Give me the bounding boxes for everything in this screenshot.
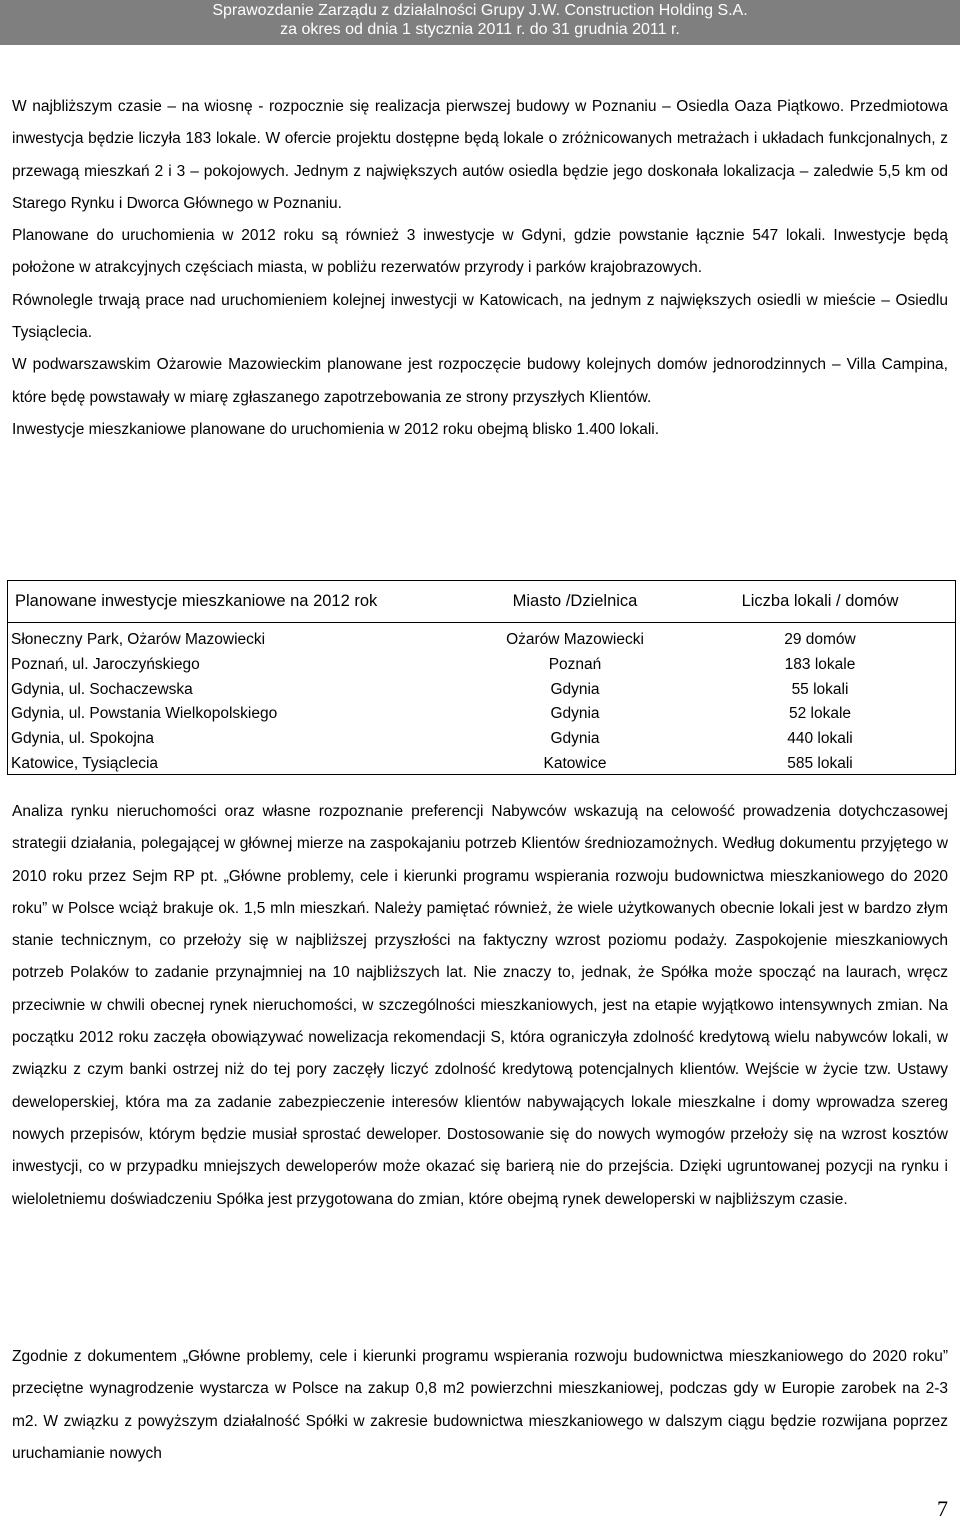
cell-city: Poznań <box>548 656 602 674</box>
cell-units: 29 domów <box>784 631 856 649</box>
investments-table <box>8 581 955 776</box>
report-title: Sprawozdanie Zarządu z działalności Grupy J.W. Construction Holding S.A. <box>212 2 748 19</box>
housing-program-section <box>12 1341 948 1470</box>
paragraph-gdynia: Planowane do uruchomienia w 2012 roku są również 3 inwestycje w Gdyni, gdzie powstanie łącznie 547 lokali. Inwestycje będą położone w atrakcyjnych częściach miasta, w pobliżu rezerwatów przyrody i parków krajobrazowych. <box>12 227 948 277</box>
report-period: za okres od dnia 1 stycznia 2011 r. do 31 grudnia 2011 r. <box>280 21 680 38</box>
table-row <box>8 653 955 678</box>
cell-investment: Słoneczny Park, Ożarów Mazowiecki <box>11 631 266 649</box>
cell-units: 440 lokali <box>787 730 853 748</box>
cell-investment: Gdynia, ul. Sochaczewska <box>11 680 193 698</box>
table-row <box>8 677 955 702</box>
cell-investment: Katowice, Tysiąclecia <box>11 754 159 772</box>
cell-investment: Gdynia, ul. Spokojna <box>11 730 155 748</box>
cell-city: Ożarów Mazowiecki <box>506 631 644 649</box>
cell-investment: Poznań, ul. Jaroczyńskiego <box>11 656 200 674</box>
paragraph-katowice: Równolegle trwają prace nad uruchomieniem kolejnej inwestycji w Katowicach, na jednym z największych osiedli w mieście – Osiedlu Tysiąclecia. <box>12 291 948 342</box>
investments-section <box>12 91 948 446</box>
paragraph-housing-program: Zgodnie z dokumentem „Główne problemy, cele i kierunki programu wspierania rozwoju budownictwa mieszkaniowego do 2020 roku” przeciętne wynagrodzenie wystarcza w Polsce na zakup 0,8 m2 powierzchni mieszkaniowej, podczas gdy w Europie zarobek na 2-3 m2. W związku z powyższym działalność Spółki w zakresie budownictwa mieszkaniowego w dalszym ciągu będzie rozwijana poprzez uruchamianie nowych <box>12 1348 948 1462</box>
paragraph-poznan: W najbliższym czasie – na wiosnę - rozpocznie się realizacja pierwszej budowy w Poznaniu – Osiedla Oaza Piątkowo. Przedmiotowa inwestycja będzie liczyła 183 lokale. W ofercie projektu dostępne będą lokale o zróżnicowanych metrażach i układach funkcjonalnych, z przewagą mieszkań 2 i 3 – pokojowych. Jednym z największych autów osiedla będzie jego doskonała lokalizacja – zaledwie 5,5 km od Starego Rynku i Dworca Głównego w Poznaniu. <box>12 98 948 212</box>
cell-units: 585 lokali <box>787 754 853 772</box>
cell-city: Gdynia <box>550 705 600 723</box>
paragraph-market-analysis: Analiza rynku nieruchomości oraz własne rozpoznanie preferencji Nabywców wskazują na celowość prowadzenia dotychczasowej strategii działania, polegającej w głównej mierze na zaspokajaniu potrzeb Klientów średniozamożnych. Według dokumentu przyjętego w 2010 roku przez Sejm RP pt. „Główne problemy, cele i kierunki programu wspierania rozwoju budownictwa mieszkaniowego do 2020 roku” w Polsce wciąż brakuje ok. 1,5 mln mieszkań. Należy pamiętać również, że wiele użytkowanych obecnie lokali jest w bardzo złym stanie technicznym, co przełoży się w najbliższej przyszłości na faktyczny wzrost poziomu podaży. Zaspokojenie mieszkaniowych potrzeb Polaków to zadanie przynajmniej na 10 najbliższych lat. Nie znaczy to, jednak, że Spółka może spocząć na laurach, wręcz przeciwnie w chwili obecnej rynek nieruchomości, w szczególności mieszkaniowych, jest na etapie wyjątkowo intensywnych zmian. Na początku 2012 roku zaczęła obowiązywać nowelizacja rekomendacji S, która ograniczyła zdolność kredytową wielu nabywców lokali, w związku z czym banki ostrzej niż do tej pory zaczęły liczyć zdolność kredytową potencjalnych klientów. Wejście w życie tzw. Ustawy deweloperskiej, która ma za zadanie zabezpieczenie interesów klientów nabywających lokale mieszkalne i domy wprowadza szereg nowych przepisów, którym będzie musiał sprostać deweloper. Dostosowanie się do nowych wymogów przełoży się na wzrost kosztów inwestycji, co w przypadku mniejszych deweloperów może okazać się barierą nie do przejścia. Dzięki ugruntowanej pozycji na rynku i wieloletniemu doświadczeniu Spółka jest przygotowana do zmian, które obejmą rynek deweloperski w najbliższym czasie. <box>12 803 948 1208</box>
page-number: 7 <box>937 1496 948 1521</box>
cell-investment: Gdynia, ul. Powstania Wielkopolskiego <box>11 705 278 723</box>
cell-units: 183 lokale <box>784 656 856 674</box>
investments-table-frame <box>7 580 956 775</box>
table-row <box>8 751 955 776</box>
table-row <box>8 702 955 727</box>
table-row <box>8 623 955 653</box>
cell-city: Gdynia <box>550 730 600 748</box>
table-row <box>8 727 955 752</box>
cell-city: Katowice <box>543 754 607 772</box>
header-investment: Planowane inwestycje mieszkaniowe na 2012 rok <box>8 581 465 623</box>
paragraph-ozarow: W podwarszawskim Ożarowie Mazowieckim planowane jest rozpoczęcie budowy kolejnych domów jednorodzinnych – Villa Campina, które będę powstawały w miarę zgłaszanego zapotrzebowania ze strony przyszłych Klientów. <box>12 356 948 406</box>
market-analysis-section <box>12 796 948 1216</box>
header-units: Liczba lokali / domów <box>685 581 955 623</box>
paragraph-summary: Inwestycje mieszkaniowe planowane do uruchomienia w 2012 roku obejmą blisko 1.400 lokali. <box>12 420 660 438</box>
cell-city: Gdynia <box>550 680 600 698</box>
header-city: Miasto /Dzielnica <box>465 581 685 623</box>
report-header <box>0 0 960 45</box>
cell-units: 55 lokali <box>791 680 849 698</box>
cell-units: 52 lokale <box>788 705 852 723</box>
table-header-row <box>8 581 955 623</box>
